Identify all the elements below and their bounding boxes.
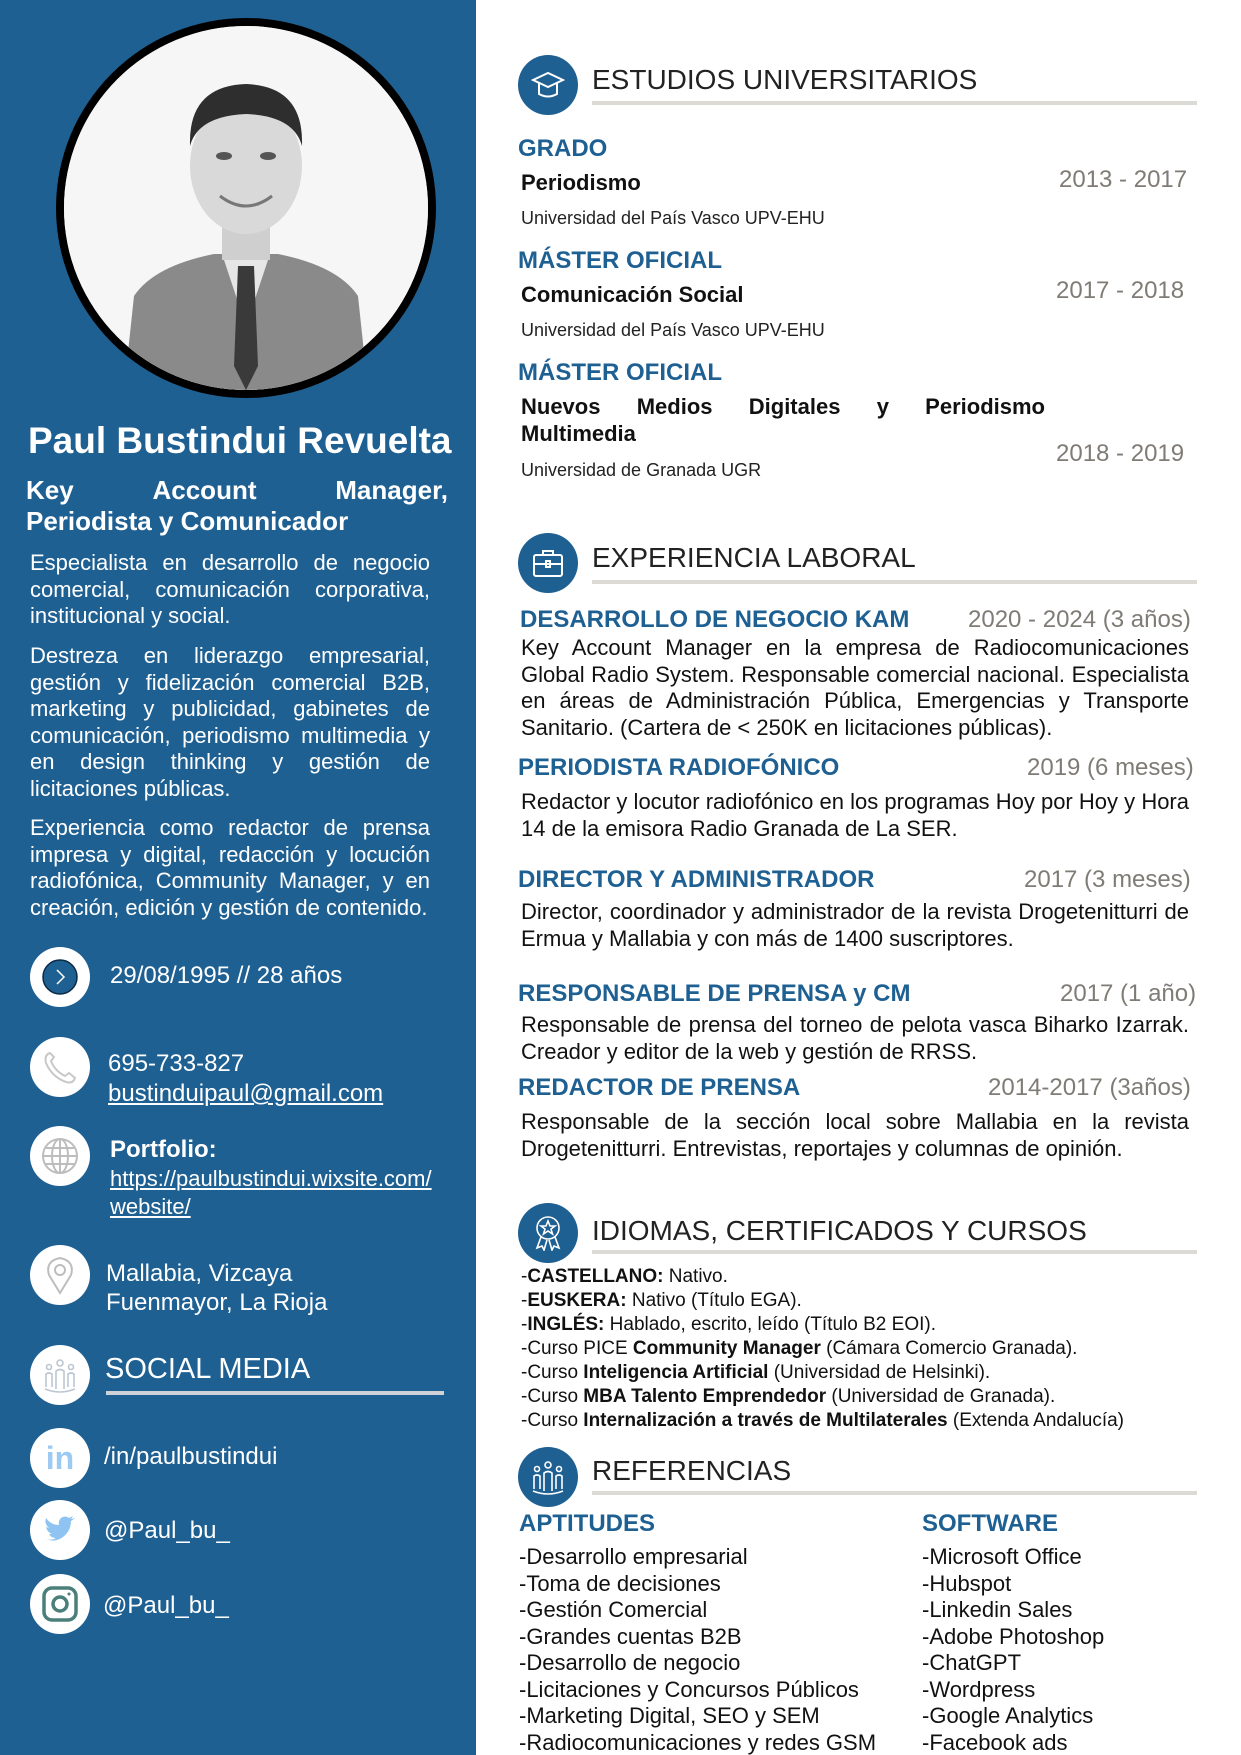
degree-word: y xyxy=(876,394,889,419)
software-item: -ChatGPT xyxy=(922,1650,1022,1675)
summary-paragraph: Destreza en liderazgo empresarial, gestión y fidelización comercial B2B, marketing y publicidad, gabinetes de comunicación, periodismo multimedia y en design thinking y gestión de licitaciones públicas. xyxy=(30,643,430,801)
job-title-word: Account xyxy=(152,475,257,505)
certificate-item: -Curso PICE Community Manager (Cámara Comercio Granada). xyxy=(521,1338,1078,1359)
aptitude-item: -Radiocomunicaciones y redes GSM xyxy=(519,1729,877,1755)
phone-icon xyxy=(30,1037,90,1097)
degree-dates: 2013 - 2017 xyxy=(1059,166,1188,193)
degree-university: Universidad del País Vasco UPV-EHU xyxy=(521,208,825,228)
people-group-icon xyxy=(30,1345,90,1405)
job-title-line2: Periodista y Comunicador xyxy=(26,506,349,536)
twitter-handle[interactable]: @Paul_bu_ xyxy=(104,1517,230,1544)
software-item: -Adobe Photoshop xyxy=(922,1623,1105,1649)
references-divider xyxy=(592,1491,1197,1495)
degree-level: MÁSTER OFICIAL xyxy=(518,359,722,386)
job-dates: 2017 (1 año) xyxy=(1060,980,1197,1007)
job-title-word: Manager, xyxy=(335,475,448,505)
job-description: Responsable de prensa del torneo de pelota vasca Biharko Izarrak. Creador y editor de la web y gestión de RRSS. xyxy=(521,1012,1189,1064)
social-divider xyxy=(106,1391,444,1395)
software-item: -Microsoft Office xyxy=(922,1544,1082,1569)
job-title xyxy=(26,475,448,537)
profile-photo xyxy=(56,18,436,398)
certificate-item: -CASTELLANO: Nativo. xyxy=(521,1266,728,1287)
job-dates: 2017 (3 meses) xyxy=(1024,866,1191,893)
twitter-icon[interactable] xyxy=(30,1500,90,1560)
software-item: -Linkedin Sales xyxy=(922,1597,1073,1622)
portfolio-url-line1[interactable]: https://paulbustindui.wixsite.com/ xyxy=(110,1166,432,1191)
portfolio-link[interactable] xyxy=(110,1165,432,1221)
education-heading: ESTUDIOS UNIVERSITARIOS xyxy=(592,64,978,95)
job-description: Responsable de la sección local sobre Mallabia en la revista Drogetenitturri. Entrevistas, reportajes y columnas de opinión. xyxy=(521,1109,1189,1161)
people-group-icon xyxy=(518,1447,578,1507)
award-ribbon-icon xyxy=(518,1203,578,1263)
job-description: Key Account Manager en la empresa de Radiocomunicaciones Global Radio System. Responsable comercial nacional. Especialista en áreas de Administración Pública, Emergencias y Transporte Sanitario. (Cartera de < 250K en licitaciones públicas). xyxy=(521,635,1189,740)
instagram-handle[interactable]: @Paul_bu_ xyxy=(103,1592,229,1619)
aptitude-item: -Gestión Comercial xyxy=(519,1597,708,1622)
degree-name-line2: Multimedia xyxy=(521,421,636,446)
social-media-heading: SOCIAL MEDIA xyxy=(105,1353,311,1385)
certificates-divider xyxy=(592,1250,1197,1254)
degree-word: Periodismo xyxy=(925,394,1045,419)
job-title: PERIODISTA RADIOFÓNICO xyxy=(518,754,840,781)
degree-name: Periodismo xyxy=(521,170,641,195)
job-dates: 2020 - 2024 (3 años) xyxy=(968,606,1191,633)
certificate-item: -INGLÉS: Hablado, escrito, leído (Título B2 EOI). xyxy=(521,1314,936,1335)
degree-word: Nuevos xyxy=(521,394,601,419)
portrait-image xyxy=(64,26,428,390)
phone-number: 695-733-827 xyxy=(108,1050,245,1077)
portfolio-url-line2[interactable]: website/ xyxy=(110,1194,191,1219)
degree-dates: 2018 - 2019 xyxy=(1056,440,1185,467)
degree-university: Universidad de Granada UGR xyxy=(521,460,762,480)
summary-paragraph: Experiencia como redactor de prensa impresa y digital, redacción y locución radiofónica, Community Manager, y en creación, edición y gestión de contenido. xyxy=(30,815,430,920)
job-dates: 2019 (6 meses) xyxy=(1027,754,1194,781)
job-dates: 2014-2017 (3años) xyxy=(988,1074,1191,1101)
references-heading: REFERENCIAS xyxy=(592,1455,792,1486)
certificate-item: -Curso MBA Talento Emprendedor (Universidad de Granada). xyxy=(521,1386,1056,1407)
software-item: -Wordpress xyxy=(922,1676,1036,1702)
software-item: -Facebook ads xyxy=(922,1729,1068,1755)
degree-level: MÁSTER OFICIAL xyxy=(518,247,722,274)
job-title: DIRECTOR Y ADMINISTRADOR xyxy=(518,866,875,893)
job-title-word: Key xyxy=(26,475,74,505)
linkedin-handle[interactable]: /in/paulbustindui xyxy=(104,1443,278,1470)
degree-university: Universidad del País Vasco UPV-EHU xyxy=(521,320,825,340)
certificate-item: -EUSKERA: Nativo (Título EGA). xyxy=(521,1290,802,1311)
sidebar xyxy=(0,0,476,1755)
certificates-heading: IDIOMAS, CERTIFICADOS Y CURSOS xyxy=(592,1215,1087,1246)
email-link[interactable] xyxy=(108,1080,383,1108)
job-description: Director, coordinador y administrador de la revista Drogetenitturri de Ermua y Mallabia y con más de 1400 suscriptores. xyxy=(521,899,1189,951)
software-list xyxy=(922,1544,1104,1755)
experience-divider xyxy=(592,580,1197,584)
birth-date-age: 29/08/1995 // 28 años xyxy=(110,962,343,989)
job-title: REDACTOR DE PRENSA xyxy=(518,1074,801,1101)
certificates-list xyxy=(521,1265,1124,1433)
aptitude-item: -Grandes cuentas B2B xyxy=(519,1623,742,1649)
portfolio-label: Portfolio: xyxy=(110,1136,217,1163)
degree-name: Comunicación Social xyxy=(521,282,744,307)
aptitude-item: -Toma de decisiones xyxy=(519,1570,721,1596)
software-heading: SOFTWARE xyxy=(922,1510,1058,1537)
degree-dates: 2017 - 2018 xyxy=(1056,277,1185,304)
briefcase-icon xyxy=(518,533,578,593)
software-item: -Hubspot xyxy=(922,1570,1012,1596)
job-title: RESPONSABLE DE PRENSA y CM xyxy=(518,980,911,1007)
location-line1: Mallabia, Vizcaya xyxy=(106,1260,293,1287)
location-line2: Fuenmayor, La Rioja xyxy=(106,1289,328,1316)
aptitude-item: -Desarrollo empresarial xyxy=(519,1544,748,1569)
experience-heading: EXPERIENCIA LABORAL xyxy=(592,542,916,573)
globe-icon xyxy=(30,1126,90,1186)
education-divider xyxy=(592,101,1197,105)
certificate-item: -Curso Inteligencia Artificial (Universidad de Helsinki). xyxy=(521,1362,991,1383)
job-description: Redactor y locutor radiofónico en los programas Hoy por Hoy y Hora 14 de la emisora Radio Granada de La SER. xyxy=(521,789,1189,841)
instagram-icon[interactable] xyxy=(30,1574,90,1634)
graduation-cap-icon xyxy=(518,55,578,115)
degree-word: Digitales xyxy=(748,394,841,419)
email-text[interactable]: bustinduipaul@gmail.com xyxy=(108,1080,384,1107)
aptitudes-list xyxy=(519,1544,876,1755)
linkedin-icon[interactable]: in xyxy=(30,1428,90,1488)
location-pin-icon xyxy=(30,1245,90,1305)
degree-word: Medios xyxy=(636,394,713,419)
aptitude-item: -Licitaciones y Concursos Públicos xyxy=(519,1676,859,1702)
certificate-item: -Curso Internalización a través de Multilaterales (Extenda Andalucía) xyxy=(521,1410,1124,1431)
aptitude-item: -Desarrollo de negocio xyxy=(519,1650,741,1675)
aptitude-item: -Marketing Digital, SEO y SEM xyxy=(519,1703,820,1728)
job-title: DESARROLLO DE NEGOCIO KAM xyxy=(520,606,910,633)
software-item: -Google Analytics xyxy=(922,1703,1094,1728)
degree-level: GRADO xyxy=(518,135,608,162)
aptitudes-heading: APTITUDES xyxy=(519,1510,656,1537)
summary-paragraph: Especialista en desarrollo de negocio comercial, comunicación corporativa, institucional y social. xyxy=(30,550,430,628)
full-name: Paul Bustindui Revuelta xyxy=(28,420,452,461)
chevron-right-icon xyxy=(30,947,90,1007)
degree-name xyxy=(521,394,1045,420)
